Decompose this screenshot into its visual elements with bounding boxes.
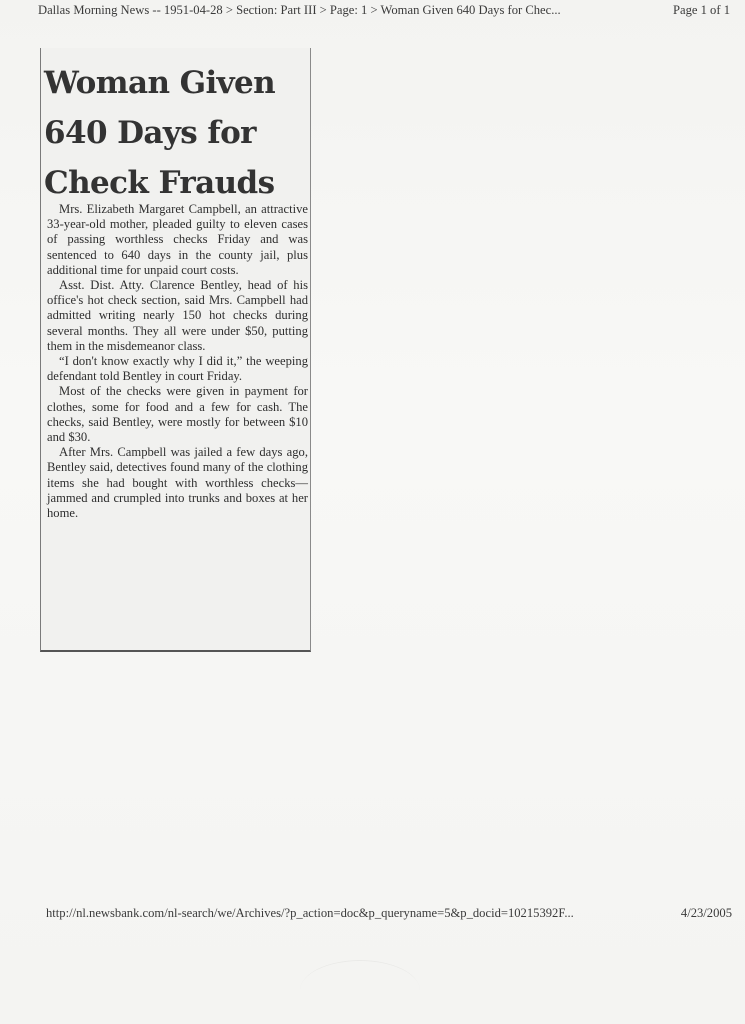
article-body (47, 202, 308, 521)
article-paragraph: Asst. Dist. Atty. Clarence Bentley, head of his office's hot check section, said Mrs. Campbell had admitted writing nearly 150 hot checks during several months. They all were under $50, putting them in the misdemeanor class. (47, 278, 308, 353)
article-paragraph: Most of the checks were given in payment for clothes, some for food and a few for cash. The checks, said Bentley, were mostly for between $10 and $30. (47, 384, 308, 445)
article-headline: Woman Given 640 Days for Check Frauds (44, 65, 276, 201)
paper-crease (300, 960, 420, 1021)
source-url: http://nl.newsbank.com/nl-search/we/Archives/?p_action=doc&p_queryname=5&p_docid=10215392F... (46, 906, 574, 920)
breadcrumb: Dallas Morning News -- 1951-04-28 > Section: Part III > Page: 1 > Woman Given 640 Days for Chec... (38, 3, 561, 17)
article-paragraph: After Mrs. Campbell was jailed a few days ago, Bentley said, detectives found many of the clothing items she had bought with worthless checks—jammed and crumpled into trunks and boxes at her home. (47, 445, 308, 521)
page-number: Page 1 of 1 (672, 3, 730, 17)
print-footer (46, 904, 732, 922)
article-paragraph: Mrs. Elizabeth Margaret Campbell, an attractive 33-year-old mother, pleaded guilty to eleven cases of passing worthless checks Friday and was sentenced to 640 days in the county jail, plus additional time for unpaid court costs. (47, 202, 308, 277)
print-header (38, 1, 730, 19)
newspaper-clipping (40, 48, 311, 652)
print-date: 4/23/2005 (680, 906, 732, 920)
article-paragraph: “I don't know exactly why I did it,” the weeping defendant told Bentley in court Friday. (47, 354, 308, 384)
